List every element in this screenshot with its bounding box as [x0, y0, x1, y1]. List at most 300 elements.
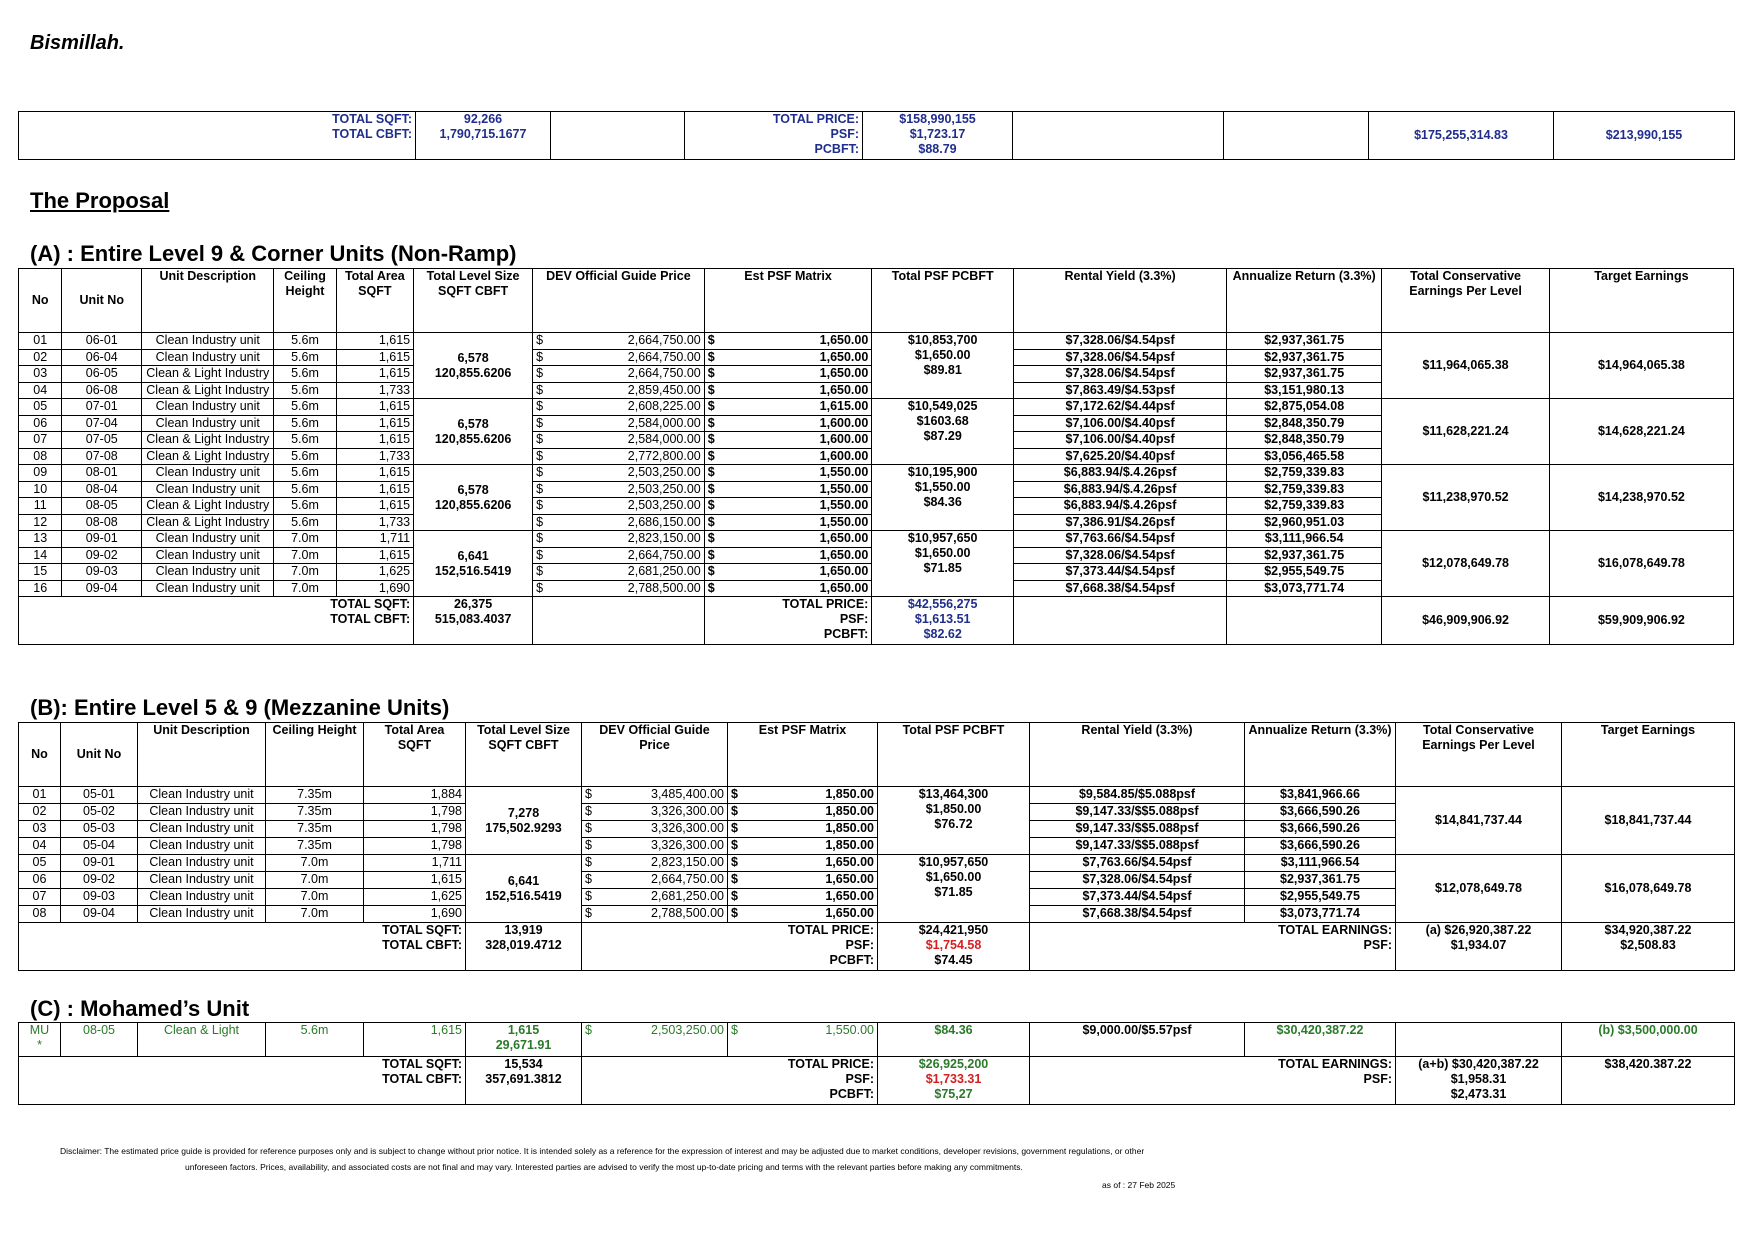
header-row: [19, 723, 1735, 787]
ceiling-height: 5.6m: [274, 514, 336, 531]
unit-description: Clean Industry unit: [142, 547, 274, 564]
group-earnings: $11,628,221.24: [1382, 399, 1550, 465]
rental-yield: $7,328.06/$4.54psf: [1014, 349, 1227, 366]
dollar-sign: $: [536, 399, 544, 413]
total-area: 1,615: [336, 432, 414, 449]
group-target: $16,078,649.78: [1562, 855, 1735, 923]
c-target: $38,420.387.22: [1562, 1057, 1735, 1105]
group-pcbft: $71.85: [934, 885, 973, 899]
dollar-sign: $: [707, 465, 715, 479]
total-area: 1,690: [364, 906, 466, 923]
level-cbft: 175,502.9293: [485, 820, 562, 835]
dev-price: 2,503,250.00: [627, 465, 701, 479]
annualized-return: $2,960,951.03: [1227, 514, 1382, 531]
b-total-price-label: TOTAL PRICE:: [787, 923, 874, 937]
b-earnings-psf-label: PSF:: [1363, 938, 1392, 952]
dev-price: 2,503,250.00: [627, 498, 701, 512]
unit-description: Clean Industry unit: [138, 889, 266, 906]
level-sqft: 6,578: [457, 416, 489, 431]
est-psf: 1,850.00: [825, 787, 874, 801]
unit-description: Clean & Light Industry: [142, 432, 274, 449]
dollar-sign: $: [536, 514, 544, 529]
annualized-return: $2,937,361.75: [1245, 872, 1396, 889]
unit-no: 09-03: [62, 564, 142, 581]
a-psf-label: PSF:: [839, 612, 869, 626]
b-pcbft: $74.45: [934, 953, 973, 967]
b-psf-label: PSF:: [845, 938, 874, 952]
col-header-no: No: [19, 269, 62, 333]
dollar-sign: $: [536, 366, 544, 380]
dollar-sign: $: [707, 564, 715, 578]
c-psf: $1,733.31: [925, 1072, 982, 1086]
summary-earnings: $175,255,314.83: [1369, 112, 1554, 160]
total-area: 1,615: [336, 481, 414, 498]
dollar-sign: $: [536, 415, 544, 430]
ceiling-height: 5.6m: [274, 399, 336, 416]
dev-price: 2,608,225.00: [627, 399, 701, 413]
group-earnings: $12,078,649.78: [1396, 855, 1562, 923]
b-target-psf: $2,508.83: [1620, 938, 1676, 952]
dollar-sign: $: [731, 906, 738, 920]
total-psf-cell: [878, 855, 1030, 923]
c-total-sqft: 15,534: [504, 1057, 543, 1071]
total-psf-cell: [878, 787, 1030, 855]
mu-rental: $9,000.00/$5.57psf: [1030, 1023, 1245, 1057]
col-header-dev-price: DEV Official Guide Price: [533, 269, 705, 333]
c-psf-label: PSF:: [845, 1072, 874, 1086]
rental-yield: $9,147.33/$$5.088psf: [1030, 804, 1245, 821]
total-price-label: TOTAL PRICE:: [772, 112, 859, 126]
group-total: $10,549,025: [907, 399, 978, 413]
level-size-cell: [414, 399, 533, 465]
total-cbft-value: 1,790,715.1677: [439, 127, 527, 141]
annualized-return: $2,937,361.75: [1227, 547, 1382, 564]
c-earnings-psf: $1,958.31: [1450, 1072, 1507, 1086]
dollar-sign: $: [585, 804, 592, 818]
annualized-return: $3,073,771.74: [1227, 580, 1382, 597]
a-total-sqft: 26,375: [453, 597, 493, 611]
group-pcbft: $76.72: [934, 817, 973, 831]
total-area: 1,798: [364, 838, 466, 855]
dev-price: 2,859,450.00: [627, 382, 701, 397]
section-c-totals: [19, 1057, 1735, 1105]
row-no: 05: [19, 855, 61, 872]
dollar-sign: $: [707, 448, 715, 463]
dollar-sign: $: [731, 821, 738, 835]
rental-yield: $7,763.66/$4.54psf: [1030, 855, 1245, 872]
table-row: [19, 465, 1734, 482]
row-no: 04: [19, 382, 62, 399]
a-pcbft: $82.62: [923, 627, 962, 641]
row-no: 03: [19, 366, 62, 383]
level-sqft: 6,578: [457, 482, 489, 497]
rental-yield: $7,328.06/$4.54psf: [1014, 547, 1227, 564]
total-area: 1,798: [364, 821, 466, 838]
section-b-title: (B): Entire Level 5 & 9 (Mezzanine Units): [30, 695, 450, 720]
total-price-value: $158,990,155: [899, 112, 976, 126]
unit-no: 07-04: [62, 415, 142, 432]
b-psf: $1,754.58: [925, 938, 982, 952]
total-area: 1,625: [336, 564, 414, 581]
group-earnings: $14,841,737.44: [1396, 787, 1562, 855]
annualized-return: $3,666,590.26: [1245, 838, 1396, 855]
ceiling-height: 5.6m: [274, 382, 336, 399]
unit-description: Clean Industry unit: [142, 531, 274, 548]
ceiling-height: 7.0m: [266, 855, 364, 872]
ceiling-height: 5.6m: [274, 465, 336, 482]
ceiling-height: 7.0m: [274, 531, 336, 548]
rental-yield: $7,328.06/$4.54psf: [1030, 872, 1245, 889]
unit-description: Clean Industry unit: [142, 349, 274, 366]
ceiling-height: 5.6m: [274, 432, 336, 449]
group-total: $10,853,700: [907, 333, 978, 347]
total-area: 1,884: [364, 787, 466, 804]
level-size-cell: [414, 465, 533, 531]
as-of-date: as of : 27 Feb 2025: [1102, 1180, 1176, 1190]
unit-description: Clean Industry unit: [138, 821, 266, 838]
group-target: $14,964,065.38: [1549, 333, 1733, 399]
col-header-est-psf: Est PSF Matrix: [728, 723, 878, 787]
rental-yield: $7,373.44/$4.54psf: [1030, 889, 1245, 906]
b-pcbft-label: PCBFT:: [829, 953, 874, 967]
rental-yield: $6,883.94/$.4.26psf: [1014, 481, 1227, 498]
col-header-level-size: Total Level Size SQFT CBFT: [466, 723, 582, 787]
est-psf: 1,650.00: [825, 872, 874, 886]
ceiling-height: 7.0m: [274, 547, 336, 564]
row-no: 03: [19, 821, 61, 838]
dollar-sign: $: [536, 547, 544, 562]
c-pcbft: $75,27: [934, 1087, 973, 1101]
mu-level-cbft: 29,671.91: [495, 1038, 552, 1052]
group-target: $14,628,221.24: [1549, 399, 1733, 465]
unit-no: 09-01: [62, 531, 142, 548]
group-psf: $1,650.00: [914, 546, 971, 560]
row-no: 12: [19, 514, 62, 531]
annualized-return: $3,666,590.26: [1245, 804, 1396, 821]
group-total: $10,195,900: [907, 465, 978, 479]
est-psf: 1,550.00: [819, 481, 869, 496]
dollar-sign: $: [707, 333, 715, 347]
est-psf: 1,650.00: [819, 333, 869, 347]
total-area: 1,615: [336, 547, 414, 564]
group-pcbft: $89.81: [923, 363, 962, 377]
unit-no: 09-03: [61, 889, 138, 906]
dollar-sign: $: [707, 531, 715, 545]
col-header-total-psf: Total PSF PCBFT: [872, 269, 1014, 333]
table-row: [19, 399, 1734, 416]
est-psf: 1,650.00: [819, 547, 869, 562]
total-area: 1,711: [364, 855, 466, 872]
dev-price: 2,664,750.00: [651, 872, 724, 886]
pcbft-value: $88.79: [918, 142, 957, 156]
row-no: 06: [19, 415, 62, 432]
est-psf: 1,600.00: [819, 415, 869, 430]
c-earnings-psf-label: PSF:: [1363, 1072, 1392, 1086]
dollar-sign: $: [707, 366, 715, 380]
est-psf: 1,650.00: [819, 382, 869, 397]
section-a-table: [18, 268, 1734, 645]
unit-description: Clean Industry unit: [142, 333, 274, 350]
dollar-sign: $: [731, 1023, 738, 1037]
unit-description: Clean & Light Industry: [142, 366, 274, 383]
col-header-area: Total Area SQFT: [336, 269, 414, 333]
total-psf-cell: [872, 399, 1014, 465]
col-header-level-size: Total Level Size SQFT CBFT: [414, 269, 533, 333]
unit-no: 05-02: [61, 804, 138, 821]
dollar-sign: $: [707, 481, 715, 496]
level-size-cell: [466, 787, 582, 855]
dollar-sign: $: [707, 399, 715, 413]
col-header-annual: Annualize Return (3.3%): [1227, 269, 1382, 333]
rental-yield: $7,328.06/$4.54psf: [1014, 366, 1227, 383]
dollar-sign: $: [707, 349, 715, 364]
b-earnings-psf: $1,934.07: [1450, 938, 1507, 952]
total-area: 1,615: [336, 498, 414, 515]
total-area: 1,733: [336, 382, 414, 399]
rental-yield: $9,147.33/$$5.088psf: [1030, 838, 1245, 855]
table-row: [19, 855, 1735, 872]
col-header-unit-no: Unit No: [61, 723, 138, 787]
ceiling-height: 7.0m: [266, 889, 364, 906]
total-area: 1,798: [364, 804, 466, 821]
dev-price: 2,503,250.00: [627, 481, 701, 496]
ceiling-height: 5.6m: [274, 349, 336, 366]
b-earnings: (a) $26,920,387.22: [1425, 923, 1532, 937]
col-header-ceiling: Ceiling Height: [266, 723, 364, 787]
row-no: 15: [19, 564, 62, 581]
summary-table: [18, 111, 1735, 160]
dollar-sign: $: [707, 580, 715, 595]
section-a-title: (A) : Entire Level 9 & Corner Units (Non-Ramp): [30, 241, 517, 266]
mu-est-psf: 1,550.00: [825, 1023, 874, 1037]
total-area: 1,615: [336, 349, 414, 366]
a-target: $59,909,906.92: [1549, 597, 1733, 645]
dollar-sign: $: [536, 432, 544, 446]
unit-description: Clean Industry unit: [138, 838, 266, 855]
unit-no: 08-01: [62, 465, 142, 482]
unit-description: Clean & Light Industry: [142, 448, 274, 465]
a-psf: $1,613.51: [914, 612, 971, 626]
dollar-sign: $: [707, 498, 715, 512]
est-psf: 1,550.00: [819, 465, 869, 479]
total-area: 1,615: [364, 872, 466, 889]
dev-price: 3,326,300.00: [651, 804, 724, 818]
b-total-cbft: 328,019.4712: [485, 938, 562, 952]
col-header-est-psf: Est PSF Matrix: [704, 269, 872, 333]
dev-price: 2,584,000.00: [627, 432, 701, 446]
est-psf: 1,550.00: [819, 498, 869, 512]
total-cbft-label: TOTAL CBFT:: [332, 127, 412, 141]
mu-annual: $30,420,387.22: [1245, 1023, 1396, 1057]
c-total-price-label: TOTAL PRICE:: [787, 1057, 874, 1071]
level-cbft: 120,855.6206: [434, 497, 512, 512]
col-header-unit-desc: Unit Description: [142, 269, 274, 333]
level-sqft: 6,578: [457, 350, 489, 365]
unit-description: Clean & Light Industry: [142, 382, 274, 399]
row-no: 11: [19, 498, 62, 515]
table-row: [19, 531, 1734, 548]
c-earnings-label: TOTAL EARNINGS:: [1278, 1057, 1392, 1071]
col-header-annual: Annualize Return (3.3%): [1245, 723, 1396, 787]
dev-price: 2,664,750.00: [627, 547, 701, 562]
group-earnings: $12,078,649.78: [1382, 531, 1550, 597]
total-area: 1,690: [336, 580, 414, 597]
row-no: 13: [19, 531, 62, 548]
group-earnings: $11,238,970.52: [1382, 465, 1550, 531]
est-psf: 1,650.00: [819, 564, 869, 578]
est-psf: 1,600.00: [819, 432, 869, 446]
a-earnings: $46,909,906.92: [1382, 597, 1550, 645]
rental-yield: $7,328.06/$4.54psf: [1014, 333, 1227, 350]
mu-unit: 08-05: [61, 1023, 138, 1057]
rental-yield: $9,584.85/$5.088psf: [1030, 787, 1245, 804]
unit-no: 07-01: [62, 399, 142, 416]
dollar-sign: $: [585, 838, 592, 852]
est-psf: 1,850.00: [825, 838, 874, 852]
dollar-sign: $: [731, 787, 738, 801]
est-psf: 1,650.00: [819, 531, 869, 545]
annualized-return: $2,759,339.83: [1227, 465, 1382, 482]
dev-price: 2,664,750.00: [627, 366, 701, 380]
unit-no: 09-02: [61, 872, 138, 889]
unit-description: Clean Industry unit: [142, 481, 274, 498]
psf-label: PSF:: [830, 127, 859, 141]
annualized-return: $2,955,549.75: [1245, 889, 1396, 906]
rental-yield: $7,386.91/$4.26psf: [1014, 514, 1227, 531]
dev-price: 2,664,750.00: [627, 349, 701, 364]
b-total-price: $24,421,950: [918, 923, 989, 937]
unit-no: 08-04: [62, 481, 142, 498]
total-area: 1,733: [336, 448, 414, 465]
row-no: 16: [19, 580, 62, 597]
total-area: 1,615: [336, 366, 414, 383]
annualized-return: $2,937,361.75: [1227, 333, 1382, 350]
unit-description: Clean Industry unit: [138, 855, 266, 872]
group-target: $16,078,649.78: [1549, 531, 1733, 597]
c-total-price: $26,925,200: [918, 1057, 989, 1071]
unit-no: 08-05: [62, 498, 142, 515]
dollar-sign: $: [536, 349, 544, 364]
dev-price: 2,584,000.00: [627, 415, 701, 430]
est-psf: 1,615.00: [819, 399, 869, 413]
dev-price: 2,681,250.00: [627, 564, 701, 578]
unit-no: 06-05: [62, 366, 142, 383]
row-no: 08: [19, 906, 61, 923]
dollar-sign: $: [707, 547, 715, 562]
ceiling-height: 7.35m: [266, 821, 364, 838]
unit-description: Clean Industry unit: [138, 872, 266, 889]
ceiling-height: 7.0m: [274, 564, 336, 581]
dollar-sign: $: [707, 415, 715, 430]
dev-price: 2,823,150.00: [627, 531, 701, 545]
dollar-sign: $: [536, 580, 544, 595]
col-header-no: No: [19, 723, 61, 787]
row-no: 04: [19, 838, 61, 855]
col-header-unit-no: Unit No: [62, 269, 142, 333]
col-header-target: Target Earnings: [1549, 269, 1733, 333]
dollar-sign: $: [536, 531, 544, 545]
dollar-sign: $: [585, 906, 592, 920]
level-size-cell: [414, 333, 533, 399]
col-header-unit-desc: Unit Description: [138, 723, 266, 787]
col-header-dev-price: DEV Official Guide Price: [582, 723, 728, 787]
dollar-sign: $: [585, 889, 592, 903]
total-sqft-label: TOTAL SQFT:: [332, 112, 412, 126]
group-psf: $1,650.00: [914, 348, 971, 362]
annualized-return: $2,937,361.75: [1227, 366, 1382, 383]
group-pcbft: $87.29: [923, 429, 962, 443]
rental-yield: $6,883.94/$.4.26psf: [1014, 465, 1227, 482]
group-psf: $1603.68: [916, 414, 969, 428]
rental-yield: $7,863.49/$4.53psf: [1014, 382, 1227, 399]
rental-yield: $7,625.20/$4.40psf: [1014, 448, 1227, 465]
dev-price: 2,681,250.00: [651, 889, 724, 903]
ceiling-height: 7.0m: [266, 872, 364, 889]
col-header-rental: Rental Yield (3.3%): [1014, 269, 1227, 333]
annualized-return: $2,955,549.75: [1227, 564, 1382, 581]
c-total-cbft: 357,691.3812: [485, 1072, 562, 1086]
total-psf-cell: [872, 531, 1014, 597]
b-total-sqft: 13,919: [504, 923, 543, 937]
unit-description: Clean Industry unit: [142, 399, 274, 416]
unit-description: Clean Industry unit: [142, 415, 274, 432]
summary-labels-area: [19, 112, 416, 160]
level-cbft: 152,516.5419: [434, 563, 512, 578]
mu-desc: Clean & Light: [138, 1023, 266, 1057]
total-area: 1,711: [336, 531, 414, 548]
rental-yield: $7,668.38/$4.54psf: [1014, 580, 1227, 597]
row-no: 01: [19, 787, 61, 804]
c-pcbft-label: PCBFT:: [829, 1087, 874, 1101]
est-psf: 1,850.00: [825, 804, 874, 818]
annualized-return: $2,759,339.83: [1227, 498, 1382, 515]
a-total-price: $42,556,275: [907, 597, 978, 611]
unit-description: Clean & Light Industry: [142, 514, 274, 531]
b-earnings-label: TOTAL EARNINGS:: [1278, 923, 1392, 937]
section-c-title: (C) : Mohamed’s Unit: [30, 996, 250, 1021]
est-psf: 1,650.00: [825, 906, 874, 920]
unit-description: Clean Industry unit: [142, 564, 274, 581]
b-target: $34,920,387.22: [1604, 923, 1692, 937]
section-b-table: [18, 722, 1735, 971]
group-psf: $1,550.00: [914, 480, 971, 494]
total-area: 1,615: [336, 399, 414, 416]
rental-yield: $6,883.94/$.4.26psf: [1014, 498, 1227, 515]
total-psf-cell: [872, 465, 1014, 531]
ceiling-height: 5.6m: [274, 448, 336, 465]
dollar-sign: $: [585, 787, 592, 801]
annualized-return: $3,111,966.54: [1245, 855, 1396, 872]
ceiling-height: 7.0m: [274, 580, 336, 597]
dev-price: 3,326,300.00: [651, 821, 724, 835]
total-area: 1,733: [336, 514, 414, 531]
unit-no: 09-01: [61, 855, 138, 872]
dev-price: 2,772,800.00: [627, 448, 701, 463]
row-no: 05: [19, 399, 62, 416]
unit-no: 07-05: [62, 432, 142, 449]
rental-yield: $7,106.00/$4.40psf: [1014, 415, 1227, 432]
dev-price: 3,485,400.00: [651, 787, 724, 801]
unit-no: 07-08: [62, 448, 142, 465]
c-earnings: (a+b) $30,420,387.22: [1418, 1057, 1539, 1071]
est-psf: 1,650.00: [825, 889, 874, 903]
ceiling-height: 5.6m: [274, 481, 336, 498]
dev-price: 2,823,150.00: [651, 855, 724, 869]
a-total-price-label: TOTAL PRICE:: [782, 597, 869, 611]
unit-no: 09-02: [62, 547, 142, 564]
dev-price: 3,326,300.00: [651, 838, 724, 852]
annualized-return: $3,151,980.13: [1227, 382, 1382, 399]
